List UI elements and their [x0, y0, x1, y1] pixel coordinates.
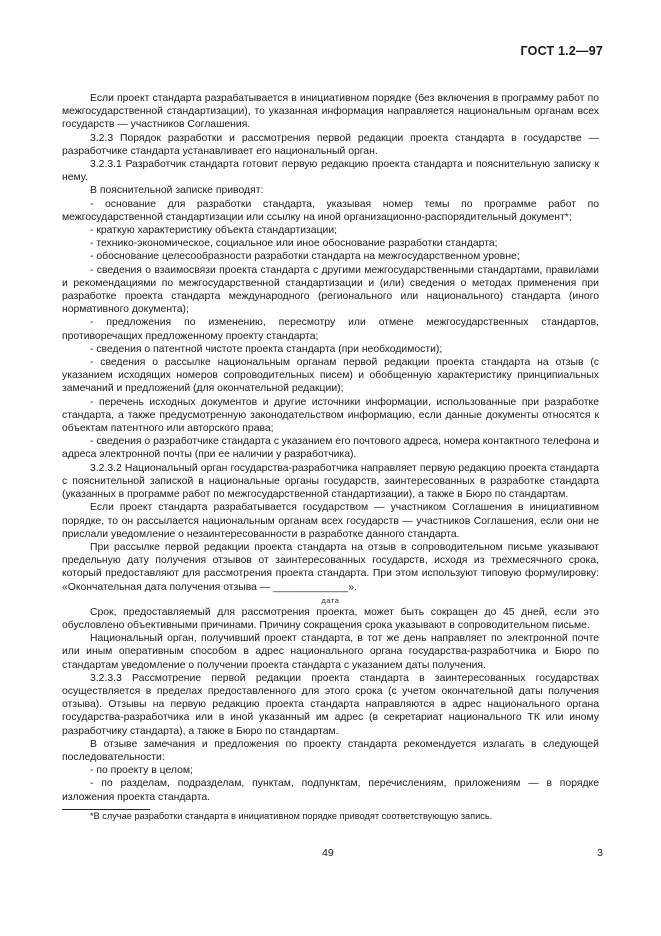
- list-item: - сведения о разработчике стандарта с указанием его почтового адреса, номера контактного телефона и адреса электронной почты (при ее наличии у разработчика).: [62, 436, 599, 461]
- paragraph: Национальный орган, получивший проект стандарта, в тот же день направляет по электронной почте или иным оперативным способом в адрес национального органа государства-разработчика и Бюро по стандартам уведомление о получении проекта стандарта с указанием даты получения.: [62, 633, 599, 671]
- list-item: - технико-экономическое, социальное или иное обоснование разработки стандарта;: [90, 238, 498, 250]
- list-item: - краткую характеристику объекта стандартизации;: [90, 225, 338, 237]
- paragraph: 3.2.3.2 Национальный орган государства-разработчика направляет первую редакцию проекта стандарта с пояснительной запиской в национальные органы государств, заинтересованных в разработке стандарта (указанных в программе работ по межгосударственной стандартизации), а также в Бюро по стандартам.: [62, 462, 599, 501]
- list-item: - перечень исходных документов и другие источники информации, использованные при разработке стандарта, а также предусмотренную законодательством информацию, если данные документы относятся к объектам патентного или авторского права;: [62, 396, 599, 435]
- paragraph: 3.2.3 Порядок разработки и рассмотрения первой редакции проекта стандарта в государстве — разработчике стандарта устанавливает его национальный орган.: [62, 132, 599, 157]
- list-item: - сведения о патентной чистоте проекта стандарта (при необходимости);: [90, 343, 443, 355]
- list-item: - по проекту в целом;: [90, 765, 193, 777]
- list-item: - сведения о рассылке национальным органам первой редакции проекта стандарта на отзыв (с указанием исходящих номеров сопроводительных писем) и обобщенную характеристику принципиальных замечаний и предложений (для окончательной редакции);: [62, 357, 599, 395]
- page-number: 49: [322, 847, 334, 859]
- paragraph: В пояснительной записке приводят:: [90, 185, 264, 197]
- list-item: - основание для разработки стандарта, указывая номер темы по программе работ по межгосударственной стандартизации или ссылку на иной организационно-распорядительный документ*;: [62, 198, 599, 223]
- paragraph: Срок, предоставляемый для рассмотрения проекта, может быть сокращен до 45 дней, если это обусловлено объективными причинами. Причину сокращения срока указывают в сопроводительном письме.: [62, 606, 599, 631]
- paragraph: В отзыве замечания и предложения по проекту стандарта рекомендуется излагать в следующей последовательности:: [62, 738, 599, 763]
- document-header: ГОСТ 1.2—97: [520, 44, 603, 58]
- paragraph: Если проект стандарта разрабатывается государством — участником Соглашения в инициативном порядке, то он рассылается национальным органам всех государств — участников Соглашения, если они не прислали уведомление о незаинтересованности в разработке данного стандарта.: [62, 502, 599, 540]
- list-item: - по разделам, подразделам, пунктам, подпунктам, перечислениям, приложениям — в порядке изложения проекта стандарта.: [62, 778, 599, 803]
- list-item: - обоснование целесообразности разработки стандарта на межгосударственном уровне;: [90, 251, 520, 263]
- date-caption: дата: [321, 595, 340, 605]
- list-item: - предложения по изменению, пересмотру или отмене межгосударственных стандартов, противоречащих предложенному проекту стандарта;: [62, 317, 599, 342]
- document-body: [62, 92, 599, 822]
- list-item: - сведения о взаимосвязи проекта стандарта с другими межгосударственными стандартами, правилами и рекомендациями по межгосударственной стандартизации и (или) сведения о методах применения при разработке проекта стандарта международного (регионального или национального) стандарта (иного нормативного документа);: [62, 264, 599, 316]
- paragraph: 3.2.3.1 Разработчик стандарта готовит первую редакцию проекта стандарта и пояснительную записку к нему.: [62, 159, 599, 184]
- paragraph: При рассылке первой редакции проекта стандарта на отзыв в сопроводительном письме указывают предельную дату получения отзывов от заинтересованных государств, исходя из трехмесячного срока, который предоставляют для рассмотрения проекта стандарта. При этом используют типовую формулировку: «Окончательная дата получения отзыва — _____________».: [62, 541, 599, 593]
- footnote: *В случае разработки стандарта в инициативном порядке приводят соответствующую запись.: [90, 810, 493, 821]
- paragraph: 3.2.3.3 Рассмотрение первой редакции проекта стандарта в заинтересованных государствах осуществляется в пределах предоставленного для этого срока (с учетом окончательной даты получения отзыва). Отзывы на первую редакцию проекта стандарта направляются в адрес национального органа государства-разработчика или в иной указанный им адрес (в секретариат национального ТК или иному разработчику стандарта), а также в Бюро по стандартам.: [62, 672, 599, 737]
- paragraph: Если проект стандарта разрабатывается в инициативном порядке (без включения в программу работ по межгосударственной стандартизации), то указанная информация направляется национальным органам всех государств — участников Соглашения.: [62, 93, 599, 131]
- sheet-number: 3: [597, 847, 603, 859]
